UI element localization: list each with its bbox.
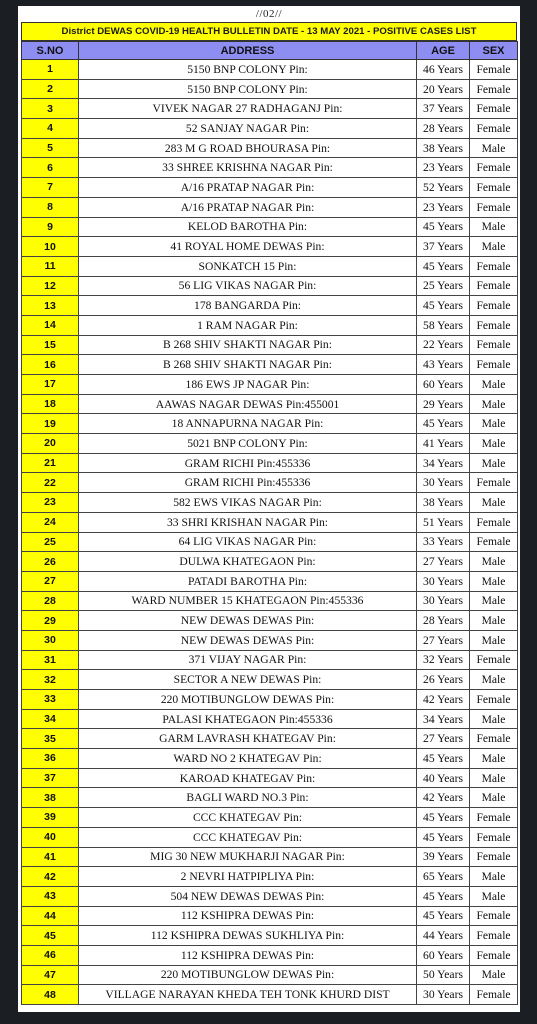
cell-sex: Female: [470, 197, 518, 217]
table-row: [22, 729, 518, 749]
cell-sex: Male: [470, 611, 518, 631]
table-row: [22, 709, 518, 729]
cell-age: 46 Years: [417, 60, 470, 80]
cell-address: 220 MOTIBUNGLOW DEWAS Pin:: [79, 690, 417, 710]
cell-sno: 44: [22, 906, 79, 926]
table-row: [22, 60, 518, 80]
cell-sex: Male: [470, 571, 518, 591]
cell-address: 112 KSHIPRA DEWAS Pin:: [79, 945, 417, 965]
cell-address: MIG 30 NEW MUKHARJI NAGAR Pin:: [79, 847, 417, 867]
cell-sex: Female: [470, 473, 518, 493]
cell-address: 33 SHREE KRISHNA NAGAR Pin:: [79, 158, 417, 178]
cell-sno: 47: [22, 965, 79, 985]
cell-sex: Male: [470, 709, 518, 729]
cell-sex: Female: [470, 335, 518, 355]
cell-age: 27 Years: [417, 630, 470, 650]
table-body: [22, 60, 518, 1005]
cell-sex: Male: [470, 414, 518, 434]
cell-address: 5021 BNP COLONY Pin:: [79, 434, 417, 454]
cell-sno: 27: [22, 571, 79, 591]
cell-address: PATADI BAROTHA Pin:: [79, 571, 417, 591]
positive-cases-table: [21, 41, 518, 1005]
cell-address: NEW DEWAS DEWAS Pin:: [79, 630, 417, 650]
cell-sno: 16: [22, 355, 79, 375]
cell-sex: Male: [470, 453, 518, 473]
table-row: [22, 808, 518, 828]
cell-sno: 12: [22, 276, 79, 296]
table-row: [22, 591, 518, 611]
table-row: [22, 571, 518, 591]
table-row: [22, 375, 518, 395]
table-row: [22, 768, 518, 788]
cell-sno: 37: [22, 768, 79, 788]
cell-age: 65 Years: [417, 867, 470, 887]
cell-sno: 11: [22, 256, 79, 276]
bulletin-title: District DEWAS COVID-19 HEALTH BULLETIN DATE - 13 MAY 2021 - POSITIVE CASES LIST: [21, 22, 517, 41]
cell-sex: Female: [470, 158, 518, 178]
cell-sno: 30: [22, 630, 79, 650]
cell-sno: 39: [22, 808, 79, 828]
cell-sex: Male: [470, 434, 518, 454]
cell-address: VILLAGE NARAYAN KHEDA TEH TONK KHURD DIST: [79, 985, 417, 1005]
cell-age: 60 Years: [417, 375, 470, 395]
table-row: [22, 119, 518, 139]
cell-sno: 3: [22, 99, 79, 119]
cell-address: 283 M G ROAD BHOURASA Pin:: [79, 138, 417, 158]
table-row: [22, 158, 518, 178]
table-row: [22, 434, 518, 454]
cell-sno: 17: [22, 375, 79, 395]
cell-address: WARD NUMBER 15 KHATEGAON Pin:455336: [79, 591, 417, 611]
table-row: [22, 296, 518, 316]
cell-sex: Male: [470, 965, 518, 985]
table-row: [22, 79, 518, 99]
cell-sex: Female: [470, 99, 518, 119]
cell-age: 51 Years: [417, 512, 470, 532]
table-row: [22, 315, 518, 335]
table-row: [22, 178, 518, 198]
table-row: [22, 138, 518, 158]
cell-sno: 46: [22, 945, 79, 965]
table-row: [22, 552, 518, 572]
cell-sex: Female: [470, 906, 518, 926]
cell-address: GARM LAVRASH KHATEGAV Pin:: [79, 729, 417, 749]
cell-address: 186 EWS JP NAGAR Pin:: [79, 375, 417, 395]
cell-sno: 21: [22, 453, 79, 473]
table-row: [22, 926, 518, 946]
cell-sex: Female: [470, 729, 518, 749]
cell-age: 34 Years: [417, 453, 470, 473]
cell-address: 178 BANGARDA Pin:: [79, 296, 417, 316]
cell-sex: Female: [470, 827, 518, 847]
cell-sex: Male: [470, 591, 518, 611]
cell-sex: Male: [470, 670, 518, 690]
cell-age: 27 Years: [417, 552, 470, 572]
cell-sex: Male: [470, 493, 518, 513]
cell-address: 504 NEW DEWAS DEWAS Pin:: [79, 886, 417, 906]
cell-address: B 268 SHIV SHAKTI NAGAR Pin:: [79, 355, 417, 375]
cell-address: 582 EWS VIKAS NAGAR Pin:: [79, 493, 417, 513]
cell-sno: 5: [22, 138, 79, 158]
cell-address: 33 SHRI KRISHAN NAGAR Pin:: [79, 512, 417, 532]
cell-age: 40 Years: [417, 768, 470, 788]
table-row: [22, 886, 518, 906]
cell-age: 45 Years: [417, 886, 470, 906]
cell-age: 42 Years: [417, 788, 470, 808]
cell-sex: Female: [470, 315, 518, 335]
cell-age: 38 Years: [417, 138, 470, 158]
cell-address: CCC KHATEGAV Pin:: [79, 808, 417, 828]
cell-sex: Female: [470, 276, 518, 296]
cell-sno: 15: [22, 335, 79, 355]
cell-age: 42 Years: [417, 690, 470, 710]
cell-sno: 40: [22, 827, 79, 847]
cell-address: PALASI KHATEGAON Pin:455336: [79, 709, 417, 729]
cell-sex: Female: [470, 926, 518, 946]
cell-address: GRAM RICHI Pin:455336: [79, 473, 417, 493]
table-row: [22, 512, 518, 532]
cell-sno: 36: [22, 749, 79, 769]
cell-sex: Female: [470, 945, 518, 965]
table-row: [22, 630, 518, 650]
cell-sex: Female: [470, 178, 518, 198]
cell-sno: 22: [22, 473, 79, 493]
cell-age: 23 Years: [417, 197, 470, 217]
cell-sno: 18: [22, 394, 79, 414]
cell-sex: Male: [470, 630, 518, 650]
table-row: [22, 473, 518, 493]
table-row: [22, 197, 518, 217]
header-sex: SEX: [470, 42, 518, 60]
cell-age: 58 Years: [417, 315, 470, 335]
cell-age: 28 Years: [417, 119, 470, 139]
cell-age: 20 Years: [417, 79, 470, 99]
cell-sno: 41: [22, 847, 79, 867]
cell-sno: 19: [22, 414, 79, 434]
cell-sex: Male: [470, 867, 518, 887]
cell-age: 45 Years: [417, 414, 470, 434]
cell-age: 30 Years: [417, 473, 470, 493]
table-row: [22, 867, 518, 887]
cell-age: 26 Years: [417, 670, 470, 690]
table-row: [22, 690, 518, 710]
cell-sno: 9: [22, 217, 79, 237]
cell-address: 5150 BNP COLONY Pin:: [79, 60, 417, 80]
cell-address: 1 RAM NAGAR Pin:: [79, 315, 417, 335]
cell-address: WARD NO 2 KHATEGAV Pin:: [79, 749, 417, 769]
header-sno: S.NO: [22, 42, 79, 60]
table-row: [22, 414, 518, 434]
cell-sno: 2: [22, 79, 79, 99]
cell-age: 32 Years: [417, 650, 470, 670]
cell-age: 30 Years: [417, 591, 470, 611]
cell-address: SECTOR A NEW DEWAS Pin:: [79, 670, 417, 690]
cell-sno: 10: [22, 237, 79, 257]
cell-sno: 13: [22, 296, 79, 316]
cell-address: A/16 PRATAP NAGAR Pin:: [79, 197, 417, 217]
table-row: [22, 99, 518, 119]
cell-address: NEW DEWAS DEWAS Pin:: [79, 611, 417, 631]
cell-address: 112 KSHIPRA DEWAS Pin:: [79, 906, 417, 926]
cell-sno: 8: [22, 197, 79, 217]
cell-sno: 29: [22, 611, 79, 631]
table-row: [22, 493, 518, 513]
cell-address: DULWA KHATEGAON Pin:: [79, 552, 417, 572]
table-row: [22, 650, 518, 670]
cell-sno: 48: [22, 985, 79, 1005]
cell-age: 28 Years: [417, 611, 470, 631]
cell-sno: 34: [22, 709, 79, 729]
cell-sex: Female: [470, 985, 518, 1005]
cell-sno: 26: [22, 552, 79, 572]
table-row: [22, 906, 518, 926]
page-number-mark: //02//: [255, 8, 283, 20]
cell-age: 30 Years: [417, 571, 470, 591]
cell-address: 56 LIG VIKAS NAGAR Pin:: [79, 276, 417, 296]
table-row: [22, 217, 518, 237]
cell-age: 33 Years: [417, 532, 470, 552]
cell-sno: 28: [22, 591, 79, 611]
cell-sex: Male: [470, 788, 518, 808]
cell-age: 27 Years: [417, 729, 470, 749]
cell-age: 25 Years: [417, 276, 470, 296]
cell-sex: Male: [470, 552, 518, 572]
table-row: [22, 945, 518, 965]
cell-age: 30 Years: [417, 985, 470, 1005]
cell-age: 45 Years: [417, 827, 470, 847]
cell-age: 45 Years: [417, 217, 470, 237]
header-address: ADDRESS: [79, 42, 417, 60]
table-row: [22, 827, 518, 847]
cell-sex: Female: [470, 296, 518, 316]
cell-sex: Male: [470, 375, 518, 395]
cell-sex: Female: [470, 119, 518, 139]
cell-address: 2 NEVRI HATPIPLIYA Pin:: [79, 867, 417, 887]
cell-address: BAGLI WARD NO.3 Pin:: [79, 788, 417, 808]
cell-sex: Female: [470, 79, 518, 99]
cell-sno: 24: [22, 512, 79, 532]
bulletin-sheet: [18, 6, 520, 1012]
cell-age: 41 Years: [417, 434, 470, 454]
cell-sno: 6: [22, 158, 79, 178]
cell-address: GRAM RICHI Pin:455336: [79, 453, 417, 473]
table-row: [22, 985, 518, 1005]
cell-sex: Female: [470, 532, 518, 552]
cell-address: 41 ROYAL HOME DEWAS Pin:: [79, 237, 417, 257]
cell-address: KELOD BAROTHA Pin:: [79, 217, 417, 237]
cell-age: 50 Years: [417, 965, 470, 985]
cell-sno: 31: [22, 650, 79, 670]
cell-address: KAROAD KHATEGAV Pin:: [79, 768, 417, 788]
cell-age: 22 Years: [417, 335, 470, 355]
cell-sno: 4: [22, 119, 79, 139]
cell-age: 34 Years: [417, 709, 470, 729]
table-row: [22, 276, 518, 296]
cell-address: 371 VIJAY NAGAR Pin:: [79, 650, 417, 670]
header-age: AGE: [417, 42, 470, 60]
table-row: [22, 670, 518, 690]
cell-age: 39 Years: [417, 847, 470, 867]
cell-address: 112 KSHIPRA DEWAS SUKHLIYA Pin:: [79, 926, 417, 946]
cell-address: CCC KHATEGAV Pin:: [79, 827, 417, 847]
cell-age: 37 Years: [417, 237, 470, 257]
cell-sno: 43: [22, 886, 79, 906]
cell-sex: Male: [470, 749, 518, 769]
cell-sex: Female: [470, 690, 518, 710]
cell-sno: 25: [22, 532, 79, 552]
table-row: [22, 965, 518, 985]
cell-sex: Female: [470, 847, 518, 867]
table-row: [22, 355, 518, 375]
cell-sex: Female: [470, 512, 518, 532]
cell-age: 52 Years: [417, 178, 470, 198]
table-row: [22, 394, 518, 414]
table-row: [22, 335, 518, 355]
cell-sex: Female: [470, 650, 518, 670]
table-row: [22, 749, 518, 769]
cell-address: 220 MOTIBUNGLOW DEWAS Pin:: [79, 965, 417, 985]
cell-sex: Male: [470, 768, 518, 788]
table-header-row: [22, 42, 518, 60]
cell-sex: Female: [470, 355, 518, 375]
table-row: [22, 847, 518, 867]
cell-address: SONKATCH 15 Pin:: [79, 256, 417, 276]
cell-sex: Male: [470, 394, 518, 414]
cell-age: 29 Years: [417, 394, 470, 414]
cell-sex: Male: [470, 217, 518, 237]
cell-sno: 20: [22, 434, 79, 454]
cell-sex: Female: [470, 808, 518, 828]
cell-age: 38 Years: [417, 493, 470, 513]
cell-age: 23 Years: [417, 158, 470, 178]
cell-sno: 42: [22, 867, 79, 887]
cell-address: 18 ANNAPURNA NAGAR Pin:: [79, 414, 417, 434]
table-row: [22, 611, 518, 631]
cell-age: 44 Years: [417, 926, 470, 946]
cell-age: 60 Years: [417, 945, 470, 965]
table-row: [22, 788, 518, 808]
cell-sno: 32: [22, 670, 79, 690]
table-row: [22, 256, 518, 276]
cell-sno: 23: [22, 493, 79, 513]
cell-address: 5150 BNP COLONY Pin:: [79, 79, 417, 99]
cell-age: 45 Years: [417, 906, 470, 926]
cell-sno: 14: [22, 315, 79, 335]
cell-sno: 35: [22, 729, 79, 749]
cell-age: 45 Years: [417, 808, 470, 828]
table-row: [22, 237, 518, 257]
cell-age: 45 Years: [417, 296, 470, 316]
cell-sex: Male: [470, 138, 518, 158]
cell-sno: 1: [22, 60, 79, 80]
cell-sex: Female: [470, 60, 518, 80]
cell-sex: Male: [470, 237, 518, 257]
table-row: [22, 532, 518, 552]
table-row: [22, 453, 518, 473]
cell-age: 45 Years: [417, 256, 470, 276]
cell-address: VIVEK NAGAR 27 RADHAGANJ Pin:: [79, 99, 417, 119]
cell-sno: 33: [22, 690, 79, 710]
cell-sex: Female: [470, 256, 518, 276]
cell-sno: 38: [22, 788, 79, 808]
cell-address: 64 LIG VIKAS NAGAR Pin:: [79, 532, 417, 552]
cell-age: 45 Years: [417, 749, 470, 769]
cell-address: B 268 SHIV SHAKTI NAGAR Pin:: [79, 335, 417, 355]
cell-age: 37 Years: [417, 99, 470, 119]
cell-age: 43 Years: [417, 355, 470, 375]
cell-address: AAWAS NAGAR DEWAS Pin:455001: [79, 394, 417, 414]
cell-address: A/16 PRATAP NAGAR Pin:: [79, 178, 417, 198]
cell-sex: Male: [470, 886, 518, 906]
cell-sno: 45: [22, 926, 79, 946]
cell-sno: 7: [22, 178, 79, 198]
cell-address: 52 SANJAY NAGAR Pin:: [79, 119, 417, 139]
